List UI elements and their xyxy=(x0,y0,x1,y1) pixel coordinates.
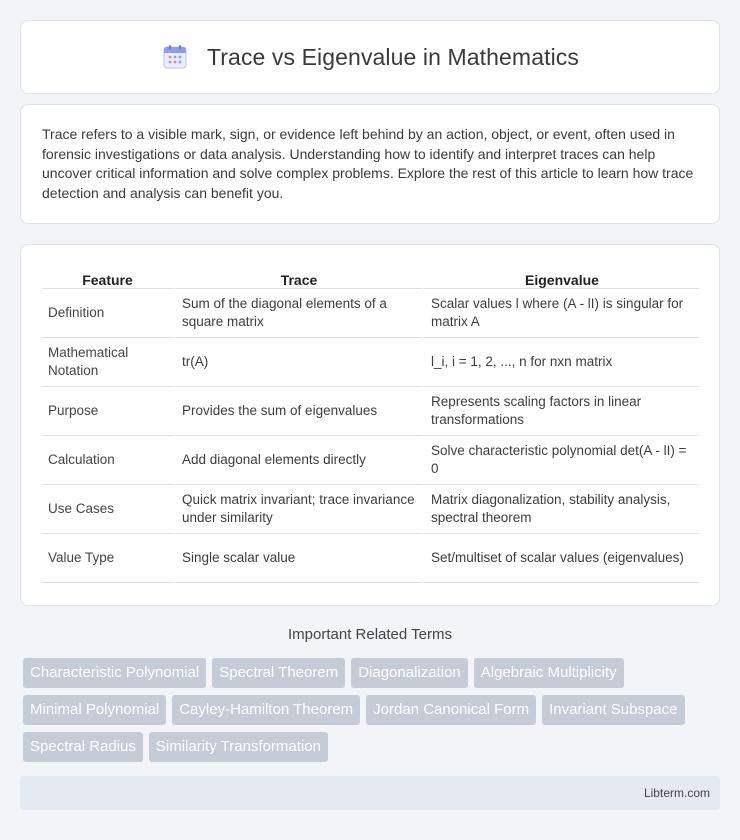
calendar-grid-icon xyxy=(161,43,189,71)
related-terms-title: Important Related Terms xyxy=(288,626,452,643)
feature-cell: Mathematical Notation xyxy=(42,338,173,387)
related-terms-list xyxy=(23,658,723,762)
feature-cell: Calculation xyxy=(42,436,173,485)
trace-cell: tr(A) xyxy=(173,338,422,387)
header-card xyxy=(20,20,720,94)
table-row xyxy=(42,436,699,485)
related-term-tag[interactable]: Jordan Canonical Form xyxy=(366,695,536,725)
related-term-tag[interactable]: Minimal Polynomial xyxy=(23,695,166,725)
footer xyxy=(20,776,720,810)
intro-card xyxy=(20,104,720,224)
related-term-tag[interactable]: Characteristic Polynomial xyxy=(23,658,206,688)
column-header-trace: Trace xyxy=(173,267,422,289)
eigenvalue-cell: Scalar values l where (A - lI) is singular for matrix A xyxy=(422,289,699,338)
feature-cell: Definition xyxy=(42,289,173,338)
table-row xyxy=(42,534,699,583)
related-term-tag[interactable]: Diagonalization xyxy=(351,658,468,688)
eigenvalue-cell: Matrix diagonalization, stability analysis, spectral theorem xyxy=(422,485,699,534)
column-header-feature: Feature xyxy=(42,267,173,289)
table-header-row xyxy=(42,267,699,289)
table-row xyxy=(42,338,699,387)
related-term-tag[interactable]: Algebraic Multiplicity xyxy=(474,658,624,688)
feature-cell: Use Cases xyxy=(42,485,173,534)
related-term-tag[interactable]: Invariant Subspace xyxy=(542,695,684,725)
table-row xyxy=(42,289,699,338)
trace-cell: Provides the sum of eigenvalues xyxy=(173,387,422,436)
comparison-table-card xyxy=(20,244,720,606)
related-term-tag[interactable]: Similarity Transformation xyxy=(149,732,328,762)
eigenvalue-cell: l_i, i = 1, 2, ..., n for nxn matrix xyxy=(422,338,699,387)
related-term-tag[interactable]: Spectral Theorem xyxy=(212,658,345,688)
table-row xyxy=(42,387,699,436)
comparison-table xyxy=(42,267,699,583)
header xyxy=(161,43,579,71)
feature-cell: Purpose xyxy=(42,387,173,436)
footer-site-link[interactable]: Libterm.com xyxy=(643,786,710,800)
trace-cell: Single scalar value xyxy=(173,534,422,583)
eigenvalue-cell: Set/multiset of scalar values (eigenvalues) xyxy=(422,534,699,583)
column-header-eigenvalue: Eigenvalue xyxy=(422,267,699,289)
feature-cell: Value Type xyxy=(42,534,173,583)
table-row xyxy=(42,485,699,534)
trace-cell: Quick matrix invariant; trace invariance under similarity xyxy=(173,485,422,534)
eigenvalue-cell: Solve characteristic polynomial det(A - lI) = 0 xyxy=(422,436,699,485)
related-term-tag[interactable]: Cayley-Hamilton Theorem xyxy=(172,695,360,725)
eigenvalue-cell: Represents scaling factors in linear transformations xyxy=(422,387,699,436)
trace-cell: Sum of the diagonal elements of a square matrix xyxy=(173,289,422,338)
intro-text: Trace refers to a visible mark, sign, or evidence left behind by an action, object, or event, often used in forensic investigations or data analysis. Understanding how to identify and interpret traces can help uncover critical information and solve complex problems. Explore the rest of this article to learn how trace detection and analysis can benefit you. xyxy=(42,126,694,201)
related-term-tag[interactable]: Spectral Radius xyxy=(23,732,143,762)
trace-cell: Add diagonal elements directly xyxy=(173,436,422,485)
page-title: Trace vs Eigenvalue in Mathematics xyxy=(207,43,579,70)
